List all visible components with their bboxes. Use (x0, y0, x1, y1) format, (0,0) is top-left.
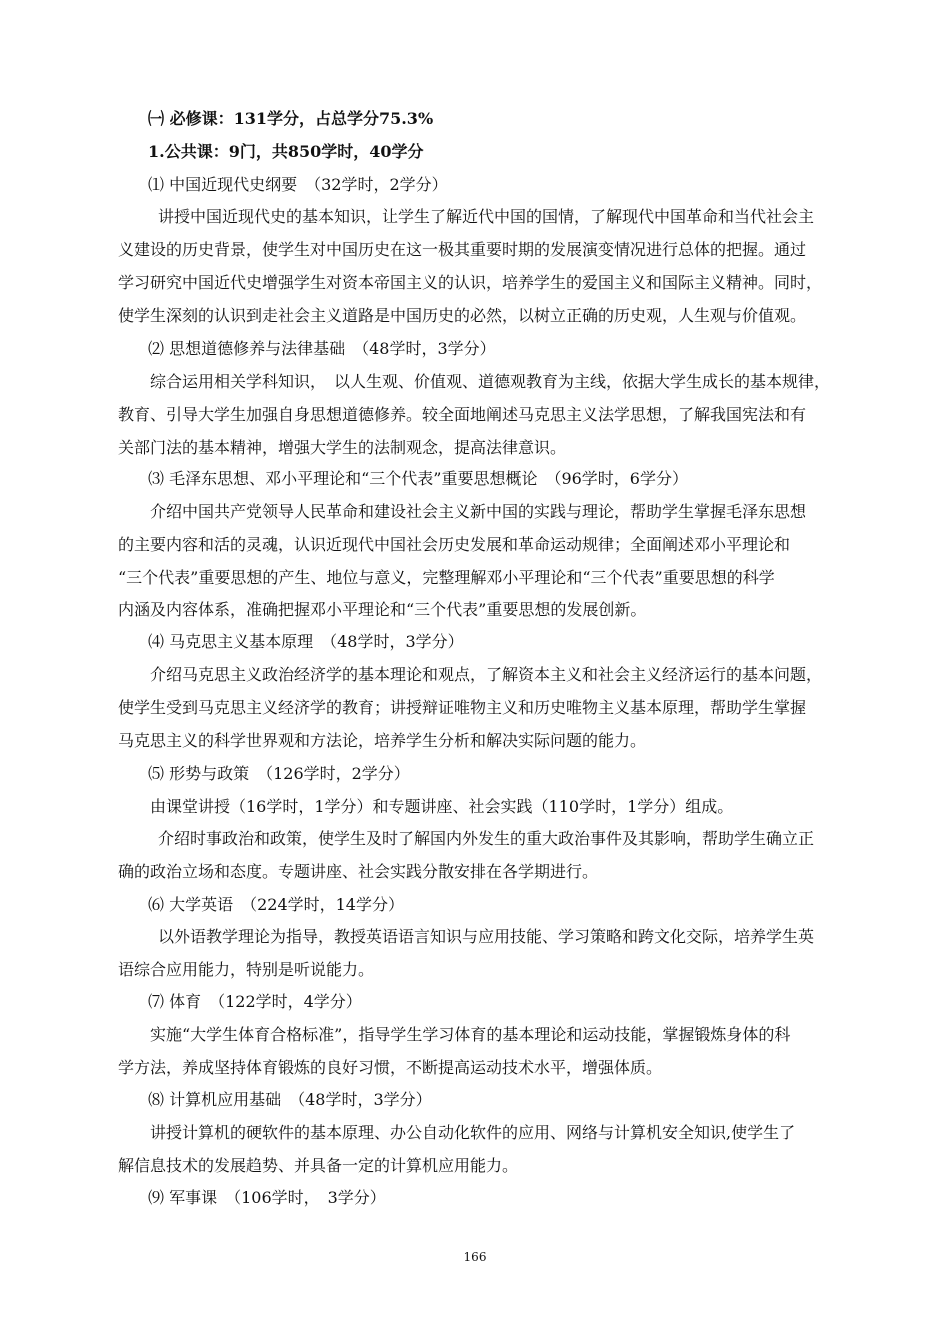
course-desc-line: 以外语教学理论为指导，教授英语语言知识与应用技能、学习策略和跨文化交际，培养学生英 (158, 927, 815, 946)
section-heading-required: ㈠ 必修课：131学分，占总学分75.3% (148, 109, 434, 128)
course-desc-line: 学方法，养成坚持体育锻炼的良好习惯，不断提高运动技术水平，增强体质。 (118, 1058, 663, 1077)
course-desc-line: 讲授中国近现代史的基本知识，让学生了解近代中国的国情，了解现代中国革命和当代社会主 (158, 207, 815, 226)
course-desc-line: 实施“大学生体育合格标准”，指导学生学习体育的基本理论和运动技能，掌握锻炼身体的科 (150, 1025, 791, 1044)
course-title-3: ⑶ 毛泽东思想、邓小平理论和“三个代表”重要思想概论 （96学时，6学分） (148, 469, 688, 488)
course-desc-line: 确的政治立场和态度。专题讲座、社会实践分散安排在各学期进行。 (118, 862, 599, 881)
course-title-9: ⑼ 军事课 （106学时， 3学分） (148, 1188, 386, 1207)
course-title-1: ⑴ 中国近现代史纲要 （32学时，2学分） (148, 175, 448, 194)
course-title-8: ⑻ 计算机应用基础 （48学时，3学分） (148, 1090, 432, 1109)
course-desc-line: 综合运用相关学科知识， 以人生观、价值观、道德观教育为主线，依据大学生成长的基本规律， (150, 372, 831, 391)
course-desc-line: 介绍马克思主义政治经济学的基本理论和观点，了解资本主义和社会主义经济运行的基本问题， (150, 665, 823, 684)
course-title-5: ⑸ 形势与政策 （126学时，2学分） (148, 764, 410, 783)
course-desc-line: 语综合应用能力，特别是听说能力。 (118, 960, 375, 979)
course-desc-line: 教育、引导大学生加强自身思想道德修养。较全面地阐述马克思主义法学思想，了解我国宪法和有 (118, 405, 807, 424)
course-desc-line: 介绍时事政治和政策，使学生及时了解国内外发生的重大政治事件及其影响，帮助学生确立正 (158, 829, 815, 848)
course-desc-line: 解信息技术的发展趋势、并具备一定的计算机应用能力。 (118, 1156, 519, 1175)
course-desc-line: 介绍中国共产党领导人民革命和建设社会主义新中国的实践与理论，帮助学生掌握毛泽东思想 (150, 502, 807, 521)
page-number: 166 (463, 1250, 487, 1264)
course-desc-line: “三个代表”重要思想的产生、地位与意义，完整理解邓小平理论和“三个代表”重要思想的科学 (118, 568, 775, 587)
course-desc-line: 关部门法的基本精神，增强大学生的法制观念，提高法律意识。 (118, 438, 567, 457)
course-desc-line: 学习研究中国近代史增强学生对资本帝国主义的认识，培养学生的爱国主义和国际主义精神。同时， (118, 273, 823, 292)
course-desc-line: 内涵及内容体系，准确把握邓小平理论和“三个代表”重要思想的发展创新。 (118, 600, 647, 619)
course-desc-line: 由课堂讲授（16学时，1学分）和专题讲座、社会实践（110学时，1学分）组成。 (150, 797, 734, 816)
course-desc-line: 使学生深刻的认识到走社会主义道路是中国历史的必然，以树立正确的历史观，人生观与价值观。 (118, 306, 807, 325)
course-desc-line: 使学生受到马克思主义经济学的教育；讲授辩证唯物主义和历史唯物主义基本原理，帮助学生掌握 (118, 698, 807, 717)
section-heading-public: 1.公共课：9门，共850学时，40学分 (148, 142, 424, 161)
course-desc-line: 马克思主义的科学世界观和方法论，培养学生分析和解决实际问题的能力。 (118, 731, 647, 750)
course-desc-line: 讲授计算机的硬软件的基本原理、办公自动化软件的应用、网络与计算机安全知识,使学生了 (150, 1123, 796, 1142)
course-desc-line: 义建设的历史背景，使学生对中国历史在这一极其重要时期的发展演变情况进行总体的把握。通过 (118, 240, 807, 259)
course-title-4: ⑷ 马克思主义基本原理 （48学时，3学分） (148, 632, 464, 651)
course-title-2: ⑵ 思想道德修养与法律基础 （48学时，3学分） (148, 339, 496, 358)
course-title-6: ⑹ 大学英语 （224学时，14学分） (148, 895, 404, 914)
course-title-7: ⑺ 体育 （122学时，4学分） (148, 992, 362, 1011)
course-desc-line: 的主要内容和活的灵魂，认识近现代中国社会历史发展和革命运动规律；全面阐述邓小平理论和 (118, 535, 791, 554)
